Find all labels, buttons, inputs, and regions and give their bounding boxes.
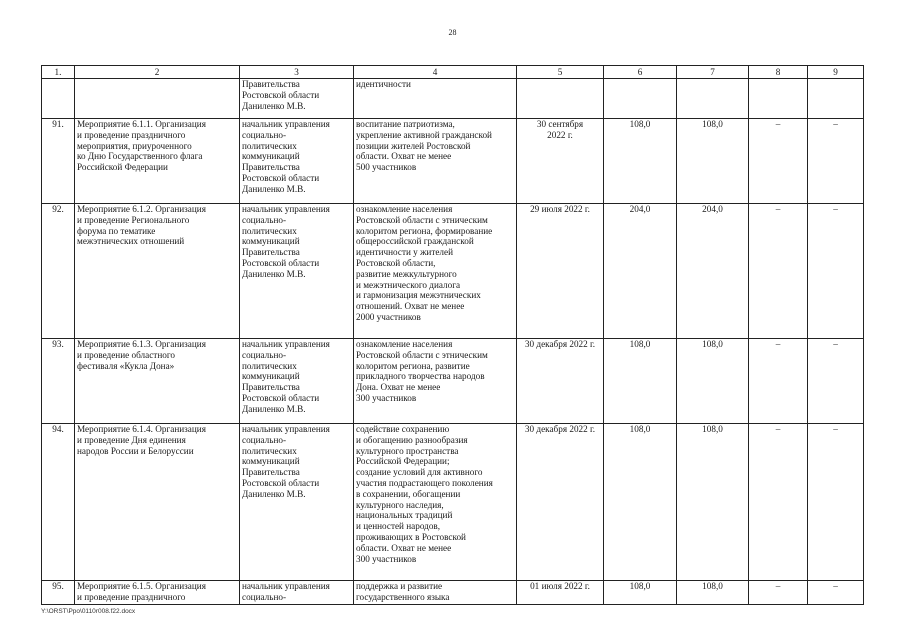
col7-cell: 108,0 [677,339,749,424]
responsible-cell: начальник управления социально- политических коммуникаций Правительства Ростовской области Даниленко М.В. [240,119,354,204]
col8-cell: – [749,424,808,581]
event-cell: Мероприятие 6.1.3. Организация и проведение областного фестиваля «Кукла Дона» [75,339,240,424]
date-cell: 30 сентября 2022 г. [517,119,604,204]
responsible-cell: начальник управления социально- политических коммуникаций Правительства Ростовской области Даниленко М.В. [240,339,354,424]
col9-cell [808,79,864,119]
column-header: 7 [677,66,749,79]
col6-cell: 108,0 [604,339,677,424]
col8-cell: – [749,204,808,339]
event-cell: Мероприятие 6.1.1. Организация и проведение праздничного мероприятия, приуроченного ко Дню Государственного флага Российской Федерации [75,119,240,204]
col7-cell: 108,0 [677,119,749,204]
column-header: 8 [749,66,808,79]
table-row [42,119,864,204]
col8-cell: – [749,581,808,605]
col9-cell: – [808,119,864,204]
responsible-cell: начальник управления социально- политических коммуникаций Правительства Ростовской области Даниленко М.В. [240,204,354,339]
col9-cell: – [808,339,864,424]
col6-cell [604,79,677,119]
col7-cell: 204,0 [677,204,749,339]
date-cell: 30 декабря 2022 г. [517,339,604,424]
column-header: 1. [42,66,75,79]
date-cell: 29 июля 2022 г. [517,204,604,339]
event-cell: Мероприятие 6.1.5. Организация и проведение праздничного [75,581,240,605]
col7-cell: 108,0 [677,581,749,605]
col6-cell: 108,0 [604,581,677,605]
table-row [42,79,864,119]
date-cell: 30 декабря 2022 г. [517,424,604,581]
table-row [42,581,864,605]
row-number: 91. [42,119,75,204]
page-number: 28 [448,28,457,37]
col8-cell: – [749,119,808,204]
table-row [42,204,864,339]
event-cell: Мероприятие 6.1.2. Организация и проведение Регионального форума по тематике межэтнических отношений [75,204,240,339]
col9-cell: – [808,204,864,339]
row-number: 93. [42,339,75,424]
responsible-cell: начальник управления социально- политических коммуникаций Правительства Ростовской области Даниленко М.В. [240,424,354,581]
col8-cell: – [749,339,808,424]
responsible-cell: начальник управления социально- [240,581,354,605]
col9-cell: – [808,581,864,605]
column-header: 4 [354,66,517,79]
col8-cell [749,79,808,119]
result-cell: ознакомление населения Ростовской области с этническим колоритом региона, формирование общероссийской гражданской идентичности у жителей Ростовской области, развитие межкультурного и межэтнического диалога и гармонизация межэтнических отношений. Охват не менее 2000 участников [354,204,517,339]
col9-cell: – [808,424,864,581]
col6-cell: 204,0 [604,204,677,339]
row-number: 92. [42,204,75,339]
column-header: 2 [75,66,240,79]
result-cell: поддержка и развитие государственного языка [354,581,517,605]
column-header: 6 [604,66,677,79]
table-header-row [42,66,864,79]
row-number [42,79,75,119]
date-cell: 01 июля 2022 г. [517,581,604,605]
column-header: 9 [808,66,864,79]
events-table [41,65,864,605]
table-row [42,424,864,581]
result-cell: воспитание патриотизма, укрепление активной гражданской позиции жителей Ростовской области. Охват не менее 500 участников [354,119,517,204]
table-row [42,339,864,424]
responsible-cell: Правительства Ростовской области Даниленко М.В. [240,79,354,119]
date-cell [517,79,604,119]
result-cell: идентичности [354,79,517,119]
col7-cell: 108,0 [677,424,749,581]
row-number: 95. [42,581,75,605]
col6-cell: 108,0 [604,119,677,204]
event-cell: Мероприятие 6.1.4. Организация и проведение Дня единения народов России и Белоруссии [75,424,240,581]
result-cell: ознакомление населения Ростовской области с этническим колоритом региона, развитие прикладного творчества народов Дона. Охват не менее 300 участников [354,339,517,424]
result-cell: содействие сохранению и обогащению разнообразия культурного пространства Российской Федерации; создание условий для активного участия подрастающего поколения в сохранении, обогащении культурного наследия, национальных традиций и ценностей народов, проживающих в Ростовской области. Охват не менее 300 участников [354,424,517,581]
column-header: 3 [240,66,354,79]
col6-cell: 108,0 [604,424,677,581]
row-number: 94. [42,424,75,581]
col7-cell [677,79,749,119]
file-path-footer: Y:\ORST\Ppo\0110r008.f22.docx [41,608,136,615]
column-header: 5 [517,66,604,79]
event-cell [75,79,240,119]
